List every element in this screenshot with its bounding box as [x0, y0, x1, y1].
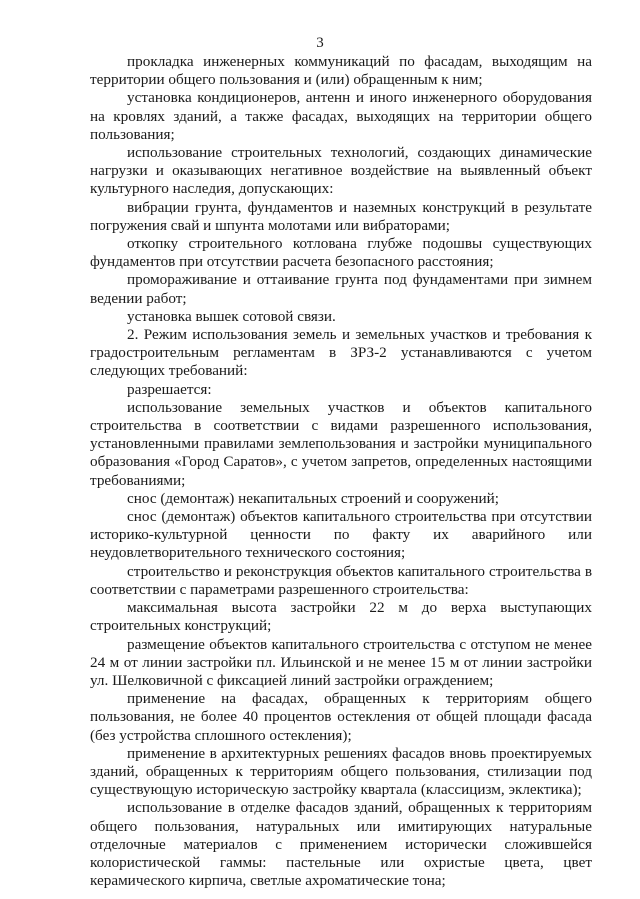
paragraph: применение на фасадах, обращенных к территориям общего пользования, не более 40 процентов остекления от общей площади фасада (без устройства сплошного остекления);	[90, 690, 592, 744]
paragraph: разрешается:	[127, 380, 212, 398]
paragraph: максимальная высота застройки 22 м до верха выступающих строительных конструкций;	[90, 599, 592, 635]
paragraph: 2. Режим использования земель и земельных участков и требования к градостроительным регламентам в ЗРЗ-2 устанавливаются с учетом следующих требований:	[90, 326, 592, 380]
paragraph: снос (демонтаж) некапитальных строений и сооружений;	[127, 489, 500, 507]
paragraph: откопку строительного котлована глубже подошвы существующих фундаментов при отсутствии расчета безопасного расстояния;	[90, 235, 592, 271]
paragraph: промораживание и оттаивание грунта под фундаментами при зимнем ведении работ;	[90, 271, 592, 307]
paragraph: установка вышек сотовой связи.	[127, 307, 336, 325]
paragraph: применение в архитектурных решениях фасадов вновь проектируемых зданий, обращенных к территориям общего пользования, стилизации под существующую историческую застройку квартала (классицизм, эклектика);	[90, 744, 592, 799]
paragraph: размещение объектов капитального строительства с отступом не менее 24 м от линии застройки пл. Ильинской и не менее 15 м от линии застройки ул. Шелковичной с фиксацией линий застройки ограждением;	[90, 635, 592, 689]
paragraph: вибрации грунта, фундаментов и наземных конструкций в результате погружения свай и шпунта молотами или вибраторами;	[90, 198, 592, 234]
paragraph: прокладка инженерных коммуникаций по фасадам, выходящим на территории общего пользования и (или) обращенным к ним;	[90, 53, 592, 89]
page-number: 3	[316, 35, 324, 51]
paragraph: установка кондиционеров, антенн и иного инженерного оборудования на кровлях зданий, а также фасадах, выходящих на территории общего пользования;	[90, 89, 592, 143]
paragraph: использование земельных участков и объектов капитального строительства в соответствии с видами разрешенного использования, установленными правилами землепользования и застройки муниципального образования «Город Саратов», с учетом запретов, определенных настоящими требованиями;	[90, 398, 592, 489]
paragraph: использование строительных технологий, создающих динамические нагрузки и оказывающих негативное воздействие на выявленный объект культурного наследия, допускающих:	[90, 144, 592, 198]
paragraph: использование в отделке фасадов зданий, обращенных к территориям общего пользования, натуральных или имитирующих натуральные отделочные материалов с применением исторически сложившейся колористической гаммы: пастельные или охристые цвета, цвет керамического кирпича, светлые ахроматические тона;	[90, 799, 592, 890]
paragraph: снос (демонтаж) объектов капитального строительства при отсутствии историко-культурной ценности по факту их аварийного или неудовлетворительного технического состояния;	[90, 508, 592, 562]
paragraph: строительство и реконструкция объектов капитального строительства в соответствии с параметрами разрешенного строительства:	[90, 562, 592, 598]
document-body	[90, 53, 592, 890]
